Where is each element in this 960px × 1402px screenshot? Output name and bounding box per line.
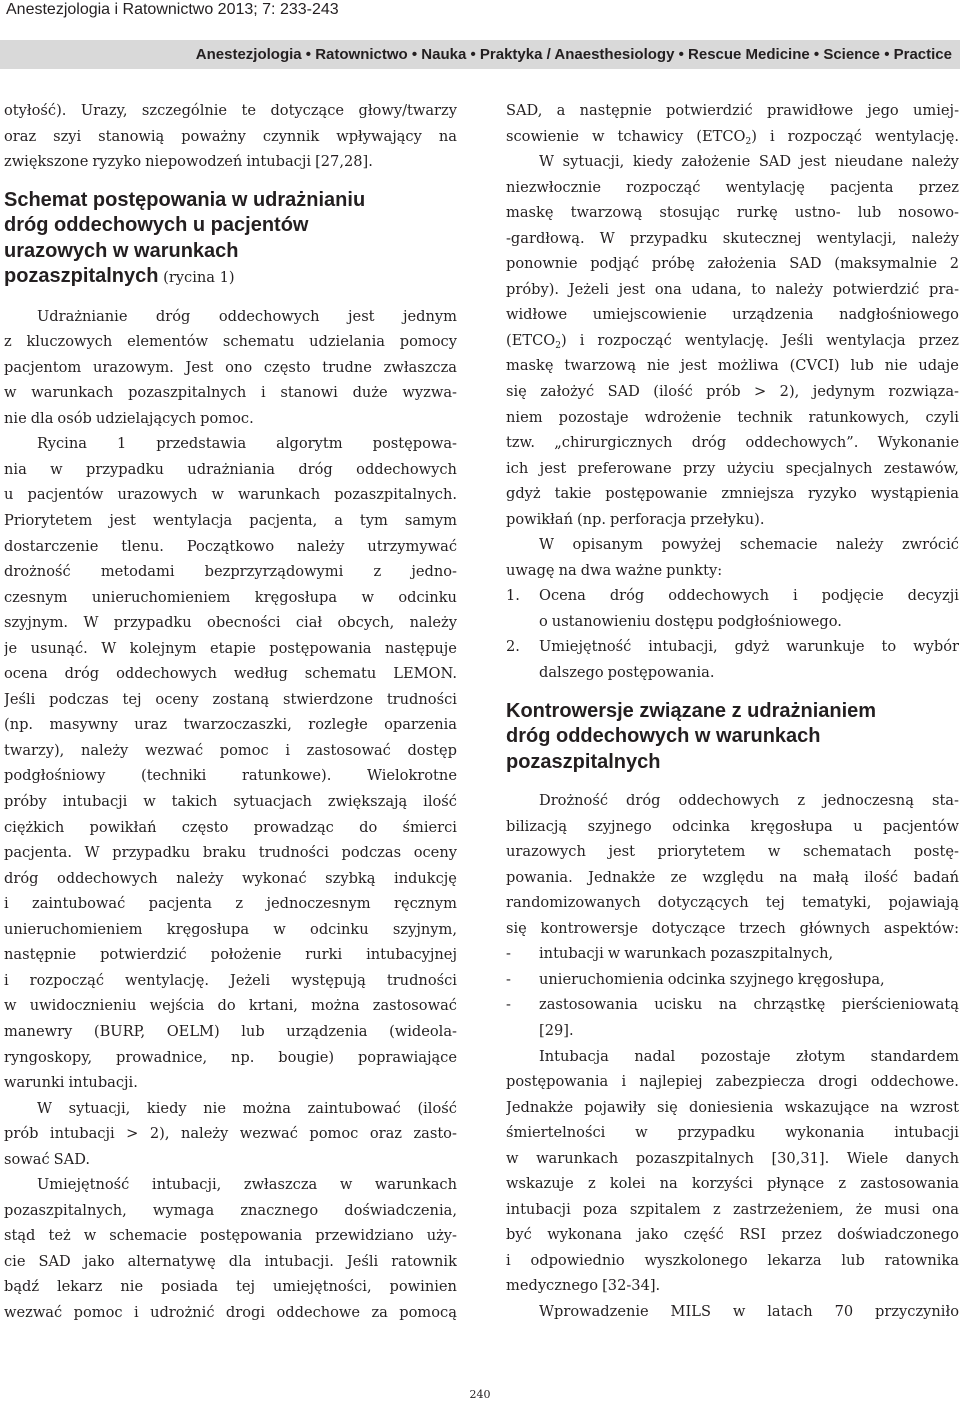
list-item: - unieruchomienia odcinka szyjnego kręgosłupa, xyxy=(506,967,959,993)
paragraph-line: SAD, a następnie potwierdzić prawidłowe jego umiej- xyxy=(506,102,959,119)
paragraph-line: w uwidocznieniu wejścia do krtani, można zastosować xyxy=(4,997,457,1015)
paragraph-line: szyjnym. W przypadku obecności ciał obcych, należy xyxy=(4,614,457,632)
paragraph-line: ciężkich powikłań często prowadząc do śmierci xyxy=(4,818,457,836)
paragraph-first-line: Drożność dróg oddechowych z jednoczesną sta- xyxy=(539,792,959,810)
paragraph-first-line: Rycina 1 przedstawia algorytm postępowa- xyxy=(37,435,457,453)
paragraph-line: cie SAD jako alternatywę dla intubacji. Jeśli ratownik xyxy=(4,1252,457,1270)
section-heading-line: urazowych w warunkach xyxy=(4,239,239,262)
paragraph-first-line: Udrażnianie dróg oddechowych jest jednym xyxy=(37,307,457,325)
paragraph-line: $(ETCO_2)$ i rozpocząć wentylację. Jeśli wentylacja przez xyxy=(506,331,959,351)
paragraph-line: bilizacją szyjnego odcinka kręgosłupa u pacjentów xyxy=(506,817,959,835)
paragraph-line: czesnym unieruchomieniem kręgosłupa w odcinku xyxy=(4,588,457,606)
paragraph-line: ryngoskopy, prowadnice, np. bougie) poprawiające xyxy=(4,1048,457,1066)
paragraph-first-line: Intubacja nadal pozostaje złotym standardem xyxy=(539,1047,959,1065)
paragraph-line: nie dla osób udzielających pomoc. xyxy=(4,409,254,427)
paragraph-line: drożność metodami bezprzyrządowymi z jedno- xyxy=(4,563,457,581)
list-item: - intubacji w warunkach pozaszpitalnych, xyxy=(506,941,959,967)
paragraph-line: zwiększone ryzyko niepowodzeń intubacji [27,28]. xyxy=(4,153,373,171)
paragraph-line: i rozpocząć wentylację. Jeżeli występują trudności xyxy=(4,971,457,989)
list-item: 2. Umiejętność intubacji, gdyż warunkuje to wybór xyxy=(506,634,959,660)
paragraph-line: manewry (BURP, OELM) lub urządzenia (wideola- xyxy=(4,1022,457,1040)
section-heading-line: Kontrowersje związane z udrażnianiem xyxy=(506,699,877,722)
paragraph-line: dostarczenie tlenu. Początkowo należy utrzymywać xyxy=(4,537,457,555)
paragraph-line: maskę twarzową nie jest możliwa (CVCI) lub nie udaje xyxy=(506,357,959,375)
paragraph-line: próby). Jeżeli jest ona udana, to należy potwierdzić pra- xyxy=(506,280,959,298)
paragraph-line: bądź lekarz nie posiada tej umiejętności, powinien xyxy=(4,1278,457,1296)
spacer xyxy=(4,291,457,304)
paragraph-line: urazowych jest priorytetem w schematach postę- xyxy=(506,843,959,861)
paragraph-line: Priorytetem jest wentylacja pacjenta, a tym samym xyxy=(4,512,457,530)
paragraph-line: ocena dróg oddechowych według schematu LEMON. xyxy=(4,665,457,683)
paragraph-first-line: W sytuacji, kiedy nie można zaintubować (ilość xyxy=(37,1099,457,1117)
list-marker: - xyxy=(506,945,511,963)
list-marker: - xyxy=(506,970,511,988)
banner-text: Anestezjologia • Ratownictwo • Nauka • Praktyka / Anaesthesiology • Rescue Medicine • Science • Practice xyxy=(195,46,952,63)
paragraph-line: ponownie podjąć próbę założenia SAD (maksymalnie 2 xyxy=(506,255,959,273)
paragraph-line: scowienie w tchawicy $(ETCO_2)$ i rozpocząć wentylację. xyxy=(506,127,959,147)
paragraph-line: powikłań (np. perforacja przełyku). xyxy=(506,510,765,528)
journal-banner xyxy=(0,40,960,69)
list-item-continuation: dalszego postępowania. xyxy=(539,664,715,682)
page-number: 240 xyxy=(469,1388,491,1401)
paragraph-line: prób intubacji > 2), należy wezwać pomoc oraz zasto- xyxy=(4,1125,457,1143)
list-item: - zastosowania ucisku na chrząstkę pierścieniowatą xyxy=(506,992,959,1018)
paragraph-line: postępowania i najlepiej zabezpiecza drogi oddechowe. xyxy=(506,1073,959,1091)
paragraph-line: oraz szyi stanowią poważny czynnik wpływający na xyxy=(4,127,457,145)
paragraph-line: tzw. „chirurgicznych dróg oddechowych”. Wykonanie xyxy=(506,434,959,452)
paragraph-line: maskę twarzową stosując rurkę ustno- lub nosowo- xyxy=(506,204,959,222)
paragraph-line: i odpowiednio wyszkolonego lekarza lub ratownika xyxy=(506,1251,959,1269)
paragraph-line: być wykonana jako część RSI przez doświadczonego xyxy=(506,1226,959,1244)
section-heading-line: Schemat postępowania w udrażnianiu xyxy=(4,188,366,211)
left-column xyxy=(4,98,457,1326)
paragraph-line: otyłość). Urazy, szczególnie te dotyczące głowy/twarzy xyxy=(4,102,457,119)
list-item-continuation: o ustanowieniu dostępu podgłośniowego. xyxy=(539,612,842,630)
paragraph-line: nia w przypadku udrażniania dróg oddechowych xyxy=(4,460,457,478)
section-heading-line: pozaszpitalnych (rycina 1) xyxy=(4,265,235,288)
paragraph-line: ich jest preferowane przy użyciu specjalnych zestawów, xyxy=(506,459,959,477)
paragraph-line: Jeśli podczas tej oceny zostaną stwierdzone trudności xyxy=(4,690,457,708)
paragraph-line: się kontrowersje dotyczące trzech głównych aspektów: xyxy=(506,919,959,937)
paragraph-line: je usunąć. W kolejnym etapie postępowania następuje xyxy=(4,639,457,657)
section-heading-line: dróg oddechowych w warunkach xyxy=(506,725,821,748)
paragraph-line: z kluczowych elementów schematu udzielania pomocy xyxy=(4,333,457,351)
paragraph-line: podgłośniowy (techniki ratunkowe). Wielokrotne xyxy=(4,767,457,785)
journal-reference: Anestezjologia i Ratownictwo 2013; 7: 233-243 xyxy=(6,1,339,18)
paragraph-line: następnie potwierdzić położenie rurki intubacyjnej xyxy=(4,946,457,964)
paragraph-line: intubacji poza szpitalem z zastrzeżeniem, że musi ona xyxy=(506,1200,959,1218)
paragraph-line: unieruchomieniem kręgosłupa w odcinku szyjnym, xyxy=(4,920,457,938)
section-heading-line: dróg oddechowych u pacjentów xyxy=(4,214,309,237)
paragraph-line: stąd też w schemacie postępowania przewidziano uży- xyxy=(4,1227,457,1245)
paragraph-line: wezwać pomoc i udrożnić drogi oddechowe za pomocą xyxy=(4,1303,457,1321)
paragraph-line: pacjentom urazowym. Jest ono często trudne zwłaszcza xyxy=(4,358,457,376)
paragraph-line: i zaintubować pacjenta z jednoczesnym ręcznym xyxy=(4,895,457,913)
paragraph-line: dróg oddechowych należy wykonać szybką indukcję xyxy=(4,869,457,887)
paragraph-line: się założyć SAD (ilość prób > 2), jedynym rozwiąza- xyxy=(506,383,959,401)
paragraph-line: Jednakże pojawiły się doniesienia wskazujące na wzrost xyxy=(506,1098,959,1116)
paragraph-line: w warunkach pozaszpitalnych [30,31]. Wiele danych xyxy=(506,1149,959,1167)
paragraph-line: niem pozostaje wdrożenie technik ratunkowych, czyli xyxy=(506,408,959,426)
paragraph-line: twarzy), należy wezwać pomoc i zastosować dostęp xyxy=(4,741,457,759)
figure-reference: (rycina 1) xyxy=(158,269,235,287)
paragraph-line: warunki intubacji. xyxy=(4,1074,138,1092)
paragraph-line: niezwłocznie rozpocząć wentylację pacjenta przez xyxy=(506,178,959,196)
paragraph-line: randomizowanych dotyczących tej tematyki, pojawiają xyxy=(506,894,959,912)
paragraph-line: uwagę na dwa ważne punkty: xyxy=(506,561,723,579)
paragraph-line: pozaszpitalnych, wymaga znacznego doświadczenia, xyxy=(4,1201,457,1219)
paragraph-first-line: Umiejętność intubacji, zwłaszcza w warunkach xyxy=(37,1176,457,1194)
paragraph-line: sować SAD. xyxy=(4,1150,91,1168)
paragraph-line: -gardłową. W przypadku skutecznej wentylacji, należy xyxy=(506,229,959,247)
paragraph-first-line: W sytuacji, kiedy założenie SAD jest nieudane należy xyxy=(539,153,959,171)
paragraph-line: w warunkach pozaszpitalnych i stanowi duże wyzwa- xyxy=(4,384,457,402)
paragraph-first-line: Wprowadzenie MILS w latach 70 przyczyniło xyxy=(539,1303,959,1321)
paragraph-line: gdyż takie postępowanie zmniejsza ryzyko wystąpienia xyxy=(506,485,959,503)
right-column xyxy=(506,98,959,1325)
paragraph-line: pacjenta. W przypadku braku trudności podczas oceny xyxy=(4,844,457,862)
list-marker: 1. xyxy=(506,587,520,605)
section-heading-line: pozaszpitalnych xyxy=(506,750,661,773)
spacer xyxy=(506,686,959,699)
paragraph-line: widłowe umiejscowienie urządzenia nadgłośniowego xyxy=(506,306,959,324)
paragraph-line: próby intubacji w takich sytuacjach zwiększają ilość xyxy=(4,793,457,811)
list-marker: - xyxy=(506,996,511,1014)
list-marker: 2. xyxy=(506,638,520,656)
paragraph-line: śmiertelności w przypadku wykonania intubacji xyxy=(506,1124,959,1142)
paragraph-line: powania. Jednakże ze względu na małą ilość badań xyxy=(506,868,959,886)
paragraph-line: u pacjentów urazowych w warunkach pozaszpitalnych. xyxy=(4,486,457,504)
paragraph-line: (np. masywny uraz twarzoczaszki, rozległe oparzenia xyxy=(4,716,457,734)
spacer xyxy=(4,175,457,188)
paragraph-first-line: W opisanym powyżej schemacie należy zwrócić xyxy=(539,536,959,554)
list-item: 1. Ocena dróg oddechowych i podjęcie decyzji xyxy=(506,583,959,609)
list-item-continuation: [29]. xyxy=(539,1022,574,1039)
paragraph-line: wskazuje z kolei na korzyści płynące z zastosowania xyxy=(506,1175,959,1193)
spacer xyxy=(506,775,959,788)
paragraph-line: medycznego [32-34]. xyxy=(506,1277,661,1295)
